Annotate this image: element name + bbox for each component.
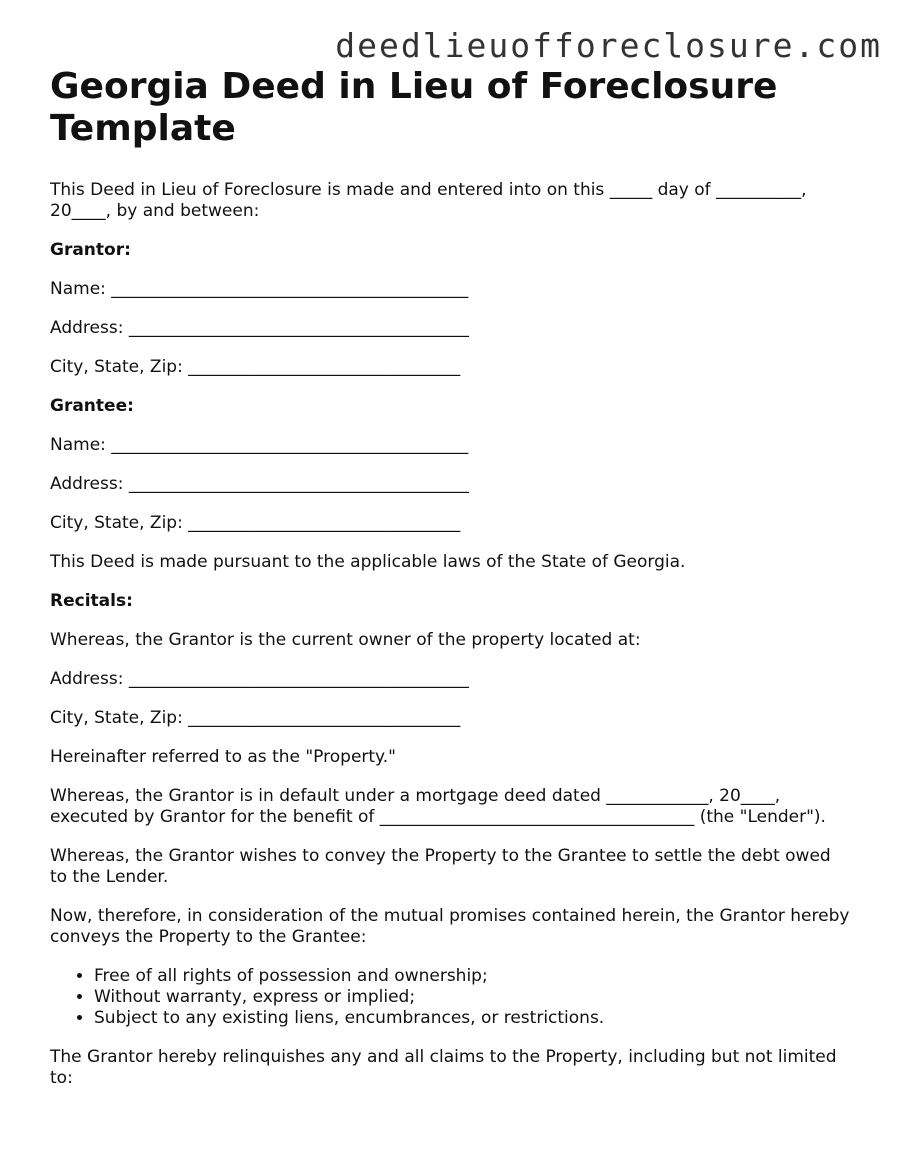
document-body — [50, 66, 850, 1107]
grantee-name-field: Name: __________________________________________ — [50, 435, 469, 455]
page-title: Georgia Deed in Lieu of Foreclosure Template — [50, 66, 778, 149]
list-item: • Subject to any existing liens, encumbrances, or restrictions. — [94, 1008, 850, 1029]
grantor-city-field: City, State, Zip: ________________________________ — [50, 357, 461, 377]
grantor-name-field: Name: __________________________________________ — [50, 279, 469, 299]
default-paragraph: Whereas, the Grantor is in default under a mortgage deed dated ____________, 20____, executed by Grantor for the benefit of _____________________________________ (the "Lender"). — [50, 786, 826, 827]
list-item: • Without warranty, express or implied; — [94, 987, 850, 1008]
intro-paragraph: This Deed in Lieu of Foreclosure is made and entered into on this _____ day of __________, 20____, by and between: — [50, 180, 807, 221]
convey-wish-paragraph: Whereas, the Grantor wishes to convey the Property to the Grantee to settle the debt owed to the Lender. — [50, 846, 831, 887]
grantee-city-field: City, State, Zip: ________________________________ — [50, 513, 461, 533]
grantee-heading: Grantee: — [50, 396, 134, 416]
grantor-heading: Grantor: — [50, 240, 131, 260]
relinquish-paragraph: The Grantor hereby relinquishes any and all claims to the Property, including but not limited to: — [50, 1047, 837, 1088]
now-therefore-paragraph: Now, therefore, in consideration of the mutual promises contained herein, the Grantor hereby conveys the Property to the Grantee: — [50, 906, 850, 947]
property-reference: Hereinafter referred to as the "Property." — [50, 747, 396, 767]
owner-paragraph: Whereas, the Grantor is the current owner of the property located at: — [50, 630, 641, 650]
pursuant-paragraph: This Deed is made pursuant to the applicable laws of the State of Georgia. — [50, 552, 686, 572]
list-item: • Free of all rights of possession and ownership; — [94, 966, 850, 987]
property-city-field: City, State, Zip: ________________________________ — [50, 708, 461, 728]
conditions-list — [50, 966, 850, 1029]
grantor-address-field: Address: ________________________________________ — [50, 318, 469, 338]
property-address-field: Address: ________________________________________ — [50, 669, 469, 689]
recitals-heading: Recitals: — [50, 591, 133, 611]
watermark: deedlieuofforeclosure.com — [335, 26, 882, 65]
grantee-address-field: Address: ________________________________________ — [50, 474, 469, 494]
